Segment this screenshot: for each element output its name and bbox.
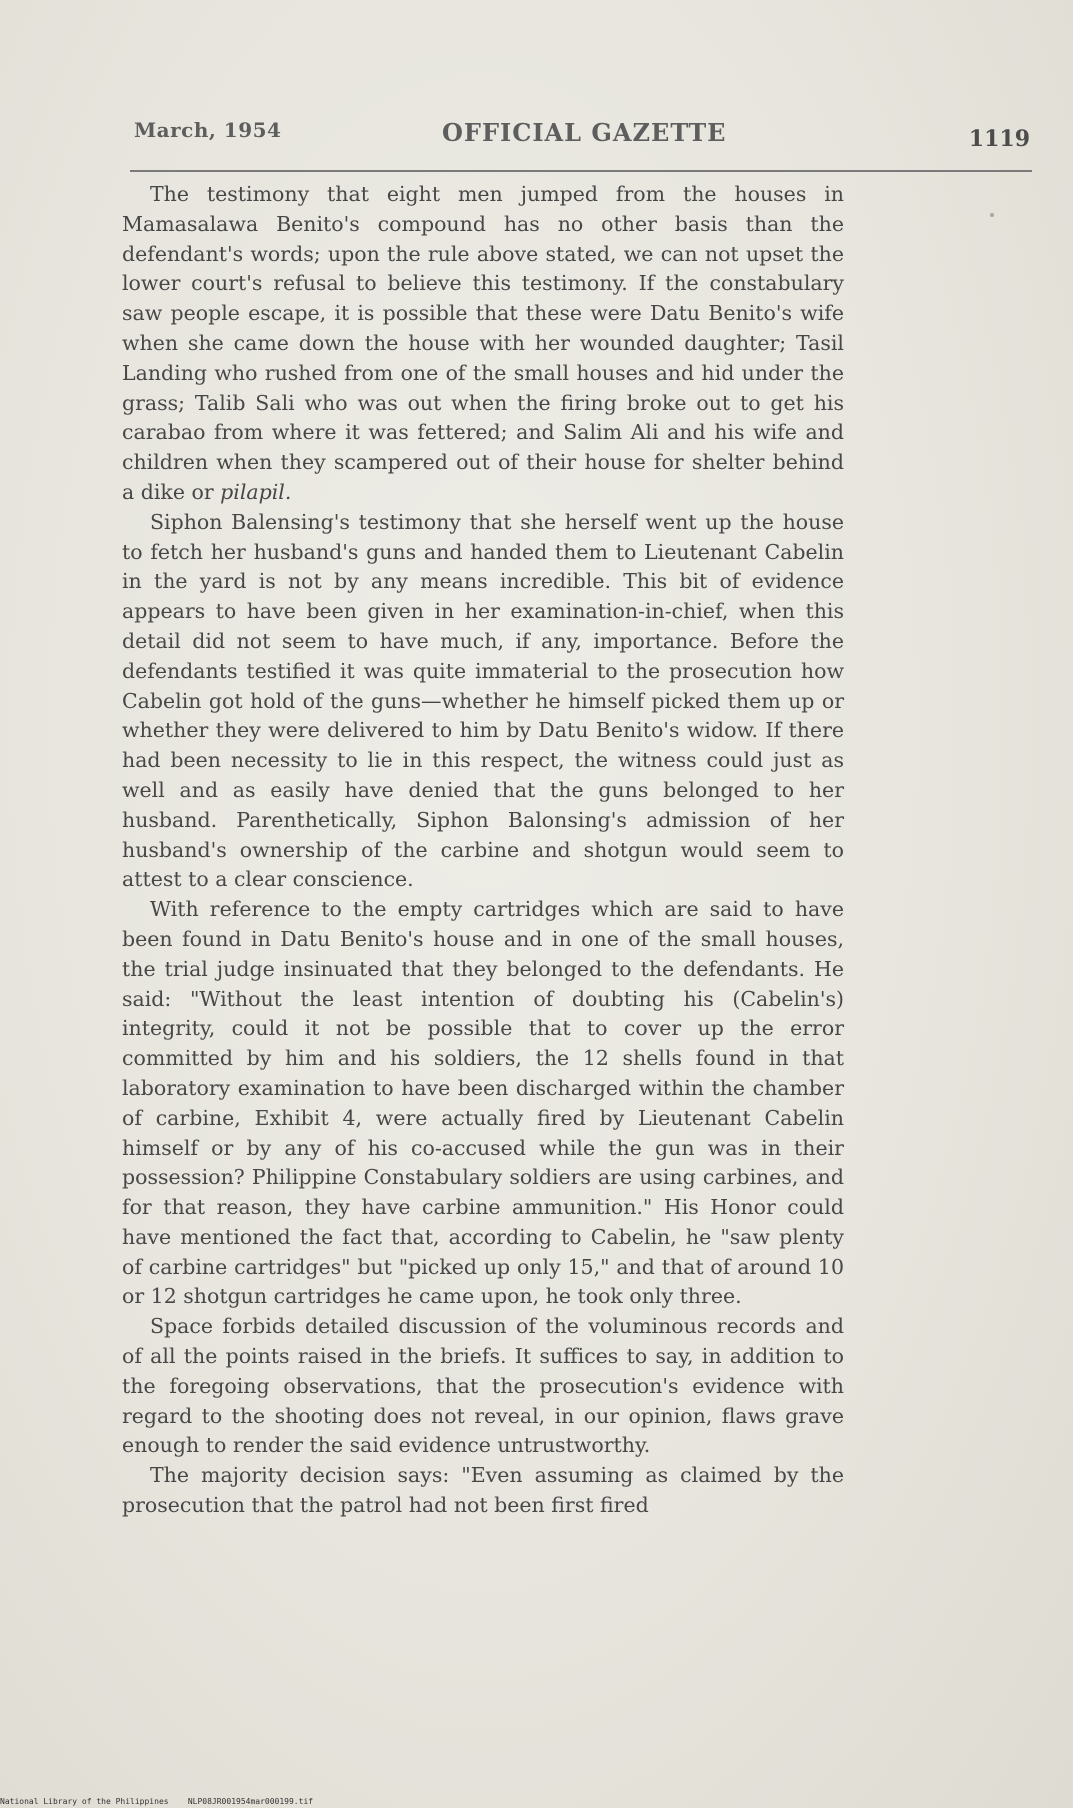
paragraph-3: With reference to the empty cartridges which are said to have been found in Datu Benito's house and in one of the small houses, the trial judge insinuated that they belonged to the defendants. He said: "Without the least intention of doubting his (Cabelin's) integrity, could it not be possible that to cover up the error committed by him and his soldiers, the 12 shells found in that laboratory examination to have been discharged within the chamber of carbine, Exhibit 4, were actually fired by Lieutenant Cabelin himself or by any of his co-accused while the gun was in their possession? Philippine Constabulary soldiers are using carbines, and for that reason, they have carbine ammunition." His Honor could have mentioned the fact that, according to Cabelin, he "saw plenty of carbine cartridges" but "picked up only 15," and that of around 10 or 12 shotgun cartridges he came upon, he took only three.	[122, 897, 844, 1309]
header-rule	[130, 170, 1032, 172]
page-header	[134, 118, 1030, 154]
paragraph-5: The majority decision says: "Even assuming as claimed by the prosecution that the patrol had not been first fired	[122, 1463, 844, 1518]
scan-footer	[0, 1797, 313, 1806]
italic-word: pilapil.	[220, 479, 292, 504]
page-number: 1119	[968, 126, 1030, 152]
header-date: March, 1954	[134, 118, 282, 142]
footer-file: NLP08JR001954mar000199.tif	[187, 1797, 314, 1806]
body-text	[122, 180, 844, 1521]
paragraph-4: Space forbids detailed discussion of the voluminous records and of all the points raised in the briefs. It suffices to say, in addition to the foregoing observations, that the prosecution's evidence with regard to the shooting does not reveal, in our opinion, flaws grave enough to render the said evidence untrustworthy.	[122, 1314, 844, 1458]
paragraph-2: Siphon Balensing's testimony that she herself went up the house to fetch her husband's guns and handed them to Lieutenant Cabelin in the yard is not by any means incredible. This bit of evidence appears to have been given in her examination-in-chief, when this detail did not seem to have much, if any, importance. Before the defendants testified it was quite immaterial to the prosecution how Cabelin got hold of the guns—whether he himself picked them up or whether they were delivered to him by Datu Benito's widow. If there had been necessity to lie in this respect, the witness could just as well and as easily have denied that the guns belonged to her husband. Parenthetically, Siphon Balonsing's admission of her husband's ownership of the carbine and shotgun would seem to attest to a clear conscience.	[122, 509, 844, 892]
header-title: OFFICIAL GAZETTE	[442, 118, 727, 147]
paragraph-1: The testimony that eight men jumped from the houses in Mamasalawa Benito's compound has no other basis than the defendant's words; upon the rule above stated, we can not upset the lower court's refusal to believe this testimony. If the constabulary saw people escape, it is possible that these were Datu Benito's wife when she came down the house with her wounded daughter; Tasil Landing who rushed from one of the small houses and hid under the grass; Talib Sali who was out when the firing broke out to get his carabao from where it was fettered; and Salim Ali and his wife and children when they scampered out of their house for shelter behind a dike or pilapil.	[122, 182, 844, 504]
scan-speck	[990, 213, 994, 217]
footer-library: National Library of the Philippines	[0, 1797, 169, 1806]
